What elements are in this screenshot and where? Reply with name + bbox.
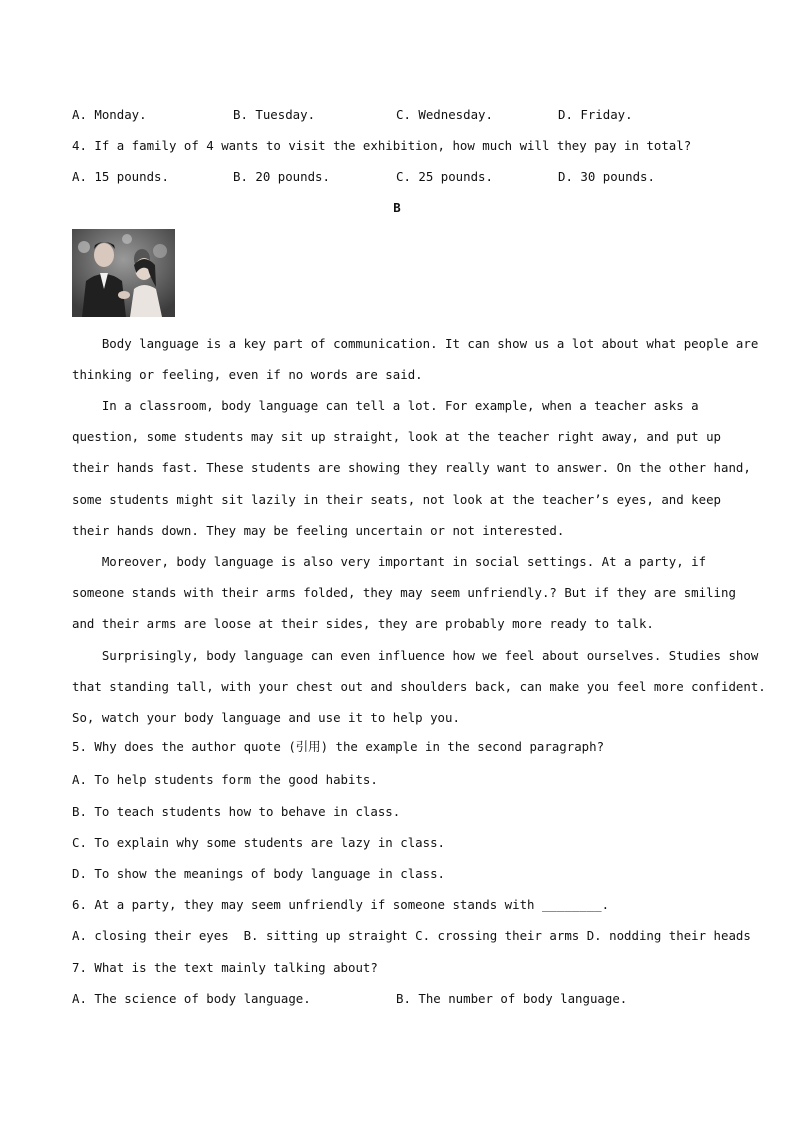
passage-line: someone stands with their arms folded, they may seem unfriendly.? But if they are smiling xyxy=(72,585,736,600)
q7-stem: 7. What is the text mainly talking about? xyxy=(72,960,378,975)
q7-option-b: B. The number of body language. xyxy=(396,991,628,1006)
q3-option-a: A. Monday. xyxy=(72,107,147,122)
passage-line: Surprisingly, body language can even influence how we feel about ourselves. Studies show xyxy=(72,648,759,663)
passage-line: Body language is a key part of communication. It can show us a lot about what people are xyxy=(72,336,759,351)
passage-line: their hands down. They may be feeling uncertain or not interested. xyxy=(72,523,565,538)
q5-option-a: A. To help students form the good habits. xyxy=(72,772,378,787)
passage-line: question, some students may sit up straight, look at the teacher right away, and put up xyxy=(72,429,722,444)
q4-option-a: A. 15 pounds. xyxy=(72,169,169,184)
q4-option-c: C. 25 pounds. xyxy=(396,169,493,184)
q6-options: A. closing their eyes B. sitting up straight C. crossing their arms D. nodding their heads xyxy=(72,928,751,943)
couple-photo-image xyxy=(72,229,175,317)
passage-line: their hands fast. These students are showing they really want to answer. On the other hand, xyxy=(72,460,751,475)
q5-option-b: B. To teach students how to behave in class. xyxy=(72,804,401,819)
q4-option-d: D. 30 pounds. xyxy=(558,169,655,184)
q3-option-c: C. Wednesday. xyxy=(396,107,493,122)
couple-photo xyxy=(72,229,175,317)
passage-line: some students might sit lazily in their seats, not look at the teacher’s eyes, and keep xyxy=(72,492,722,507)
passage-line: So, watch your body language and use it to help you. xyxy=(72,710,460,725)
q6-stem: 6. At a party, they may seem unfriendly if someone stands with ________. xyxy=(72,897,610,912)
q3-option-b: B. Tuesday. xyxy=(233,107,316,122)
q7-option-a: A. The science of body language. xyxy=(72,991,311,1006)
passage-line: thinking or feeling, even if no words are said. xyxy=(72,367,423,382)
section-heading: B xyxy=(393,200,401,215)
q5-option-c: C. To explain why some students are lazy in class. xyxy=(72,835,445,850)
q5-stem: 5. Why does the author quote (引用) the example in the second paragraph? xyxy=(72,739,605,754)
q4-stem: 4. If a family of 4 wants to visit the exhibition, how much will they pay in total? xyxy=(72,138,692,153)
passage-line: Moreover, body language is also very important in social settings. At a party, if xyxy=(72,554,707,569)
q3-option-d: D. Friday. xyxy=(558,107,633,122)
q4-option-b: B. 20 pounds. xyxy=(233,169,330,184)
q5-option-d: D. To show the meanings of body language in class. xyxy=(72,866,445,881)
passage-line: that standing tall, with your chest out and shoulders back, can make you feel more confident. xyxy=(72,679,766,694)
passage-line: and their arms are loose at their sides, they are probably more ready to talk. xyxy=(72,616,654,631)
passage-line: In a classroom, body language can tell a lot. For example, when a teacher asks a xyxy=(72,398,699,413)
